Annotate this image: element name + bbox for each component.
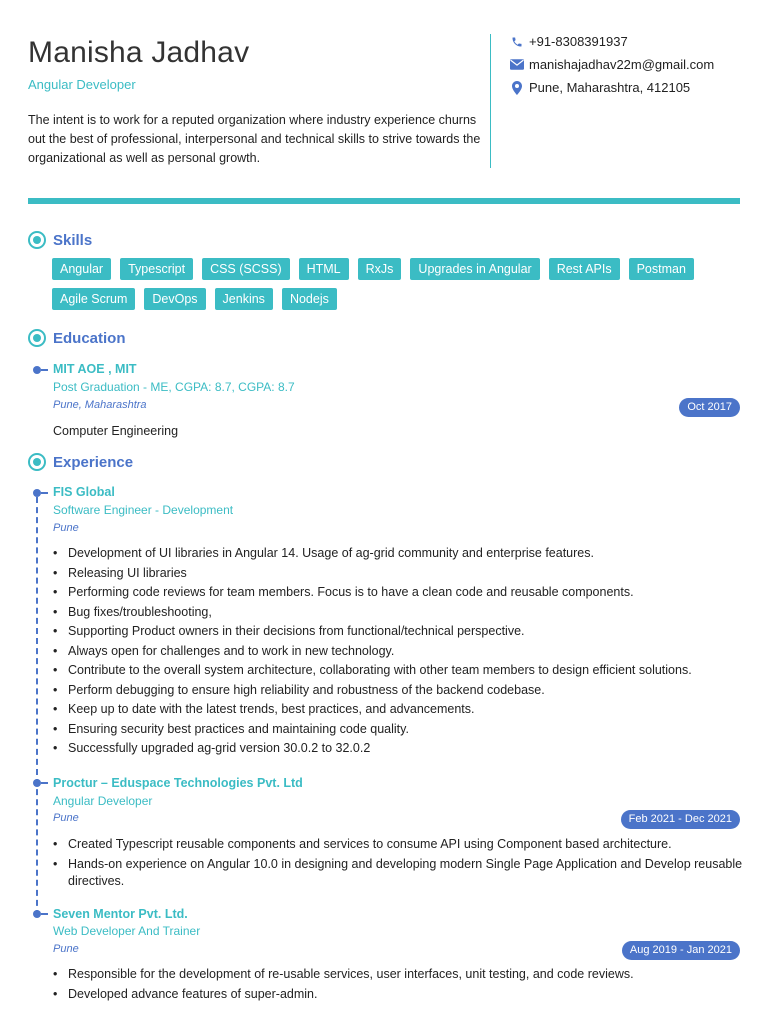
job-bullet: • Perform debugging to ensure high reliability and robustness of the backend codebase.	[53, 681, 743, 701]
timeline-dash	[41, 782, 48, 784]
email-text: manishajadhav22m@gmail.com	[529, 57, 715, 72]
job-bullet: • Releasing UI libraries	[53, 564, 743, 584]
skills-list	[52, 258, 742, 318]
job-bullet-list	[53, 835, 743, 891]
job-company: Seven Mentor Pvt. Ltd.	[53, 907, 188, 921]
experience-section-header	[28, 453, 133, 471]
job-bullet: • Ensuring security best practices and maintaining code quality.	[53, 720, 743, 740]
education-degree: Post Graduation - ME, CGPA: 8.7, CGPA: 8.7	[53, 380, 295, 394]
education-date-badge: Oct 2017	[679, 398, 740, 417]
section-bullet-icon	[28, 453, 46, 471]
timeline-dot	[33, 489, 41, 497]
section-bullet-icon	[28, 329, 46, 347]
contact-location	[510, 80, 690, 95]
skill-tag: Typescript	[120, 258, 193, 280]
education-field: Computer Engineering	[53, 424, 179, 438]
email-icon	[510, 58, 524, 72]
job-date-badge: Feb 2021 - Dec 2021	[621, 810, 740, 829]
job-title: Software Engineer - Development	[53, 503, 234, 517]
job-bullet: • Hands-on experience on Angular 10.0 in designing and developing modern Single Page Application and Develop reusable directives.	[53, 856, 743, 891]
job-bullet: • Created Typescript reusable components and services to consume API using Component based architecture.	[53, 835, 743, 855]
skill-tag: Jenkins	[215, 288, 273, 310]
skill-tag: HTML	[299, 258, 349, 280]
job-bullet-list	[53, 544, 743, 759]
contact-email[interactable]	[510, 57, 714, 72]
contact-phone[interactable]	[510, 34, 628, 49]
timeline-dot	[33, 910, 41, 918]
job-bullet: • Contribute to the overall system architecture, collaborating with other team members to design efficient solutions.	[53, 661, 743, 681]
job-bullet: • Responsible for the development of re-usable services, user interfaces, unit testing, and code reviews.	[53, 965, 743, 985]
skill-tag: Agile Scrum	[52, 288, 135, 310]
skill-tag: CSS (SCSS)	[202, 258, 290, 280]
job-title: Web Developer And Trainer	[53, 924, 201, 938]
skills-section-header	[28, 231, 92, 249]
skill-tag: Postman	[629, 258, 694, 280]
job-title: Angular Developer	[53, 794, 153, 808]
skill-tag: RxJs	[358, 258, 402, 280]
header-rule	[28, 198, 740, 204]
job-date-badge: Aug 2019 - Jan 2021	[622, 941, 740, 960]
job-company: FIS Global	[53, 485, 115, 499]
job-location: Pune	[53, 943, 79, 955]
skill-tag: Rest APIs	[549, 258, 620, 280]
timeline-dash	[41, 492, 48, 494]
job-bullet-list	[53, 965, 743, 1004]
job-bullet: • Development of UI libraries in Angular 14. Usage of ag-grid community and enterprise features.	[53, 544, 743, 564]
timeline-dash	[41, 369, 48, 371]
skill-tag: Angular	[52, 258, 111, 280]
timeline-dot	[33, 779, 41, 787]
experience-timeline-line	[36, 497, 38, 916]
timeline-dash	[41, 913, 48, 915]
location-pin-icon	[510, 81, 524, 95]
skill-tag: DevOps	[144, 288, 205, 310]
header-divider	[490, 34, 491, 168]
profile-summary: The intent is to work for a reputed organization where industry experience churns out the best of professional, interpersonal and technical skills to strive towards the organizational as well as personal growth.	[28, 113, 481, 165]
job-location: Pune	[53, 522, 79, 534]
phone-icon	[510, 35, 524, 49]
education-section-header	[28, 329, 126, 347]
job-bullet: • Always open for challenges and to work in new technology.	[53, 642, 743, 662]
phone-text: +91-8308391937	[529, 34, 628, 49]
skill-tag: Nodejs	[282, 288, 337, 310]
job-bullet: • Successfully upgraded ag-grid version 30.0.2 to 32.0.2	[53, 739, 743, 759]
job-bullet: • Performing code reviews for team members. Focus is to have a clean code and reusable components.	[53, 583, 743, 603]
job-location: Pune	[53, 812, 79, 824]
candidate-name: Manisha Jadhav	[28, 36, 250, 69]
job-bullet: • Supporting Product owners in their decisions from functional/technical perspective.	[53, 622, 743, 642]
timeline-dot	[33, 366, 41, 374]
education-location: Pune, Maharashtra	[53, 399, 147, 411]
job-bullet: • Developed advance features of super-admin.	[53, 985, 743, 1005]
section-bullet-icon	[28, 231, 46, 249]
candidate-role: Angular Developer	[28, 77, 136, 92]
job-bullet: • Bug fixes/troubleshooting,	[53, 603, 743, 623]
experience-title: Experience	[53, 453, 134, 471]
education-title: Education	[53, 329, 126, 347]
skill-tag: Upgrades in Angular	[410, 258, 539, 280]
location-text: Pune, Maharashtra, 412105	[529, 80, 691, 95]
job-bullet: • Keep up to date with the latest trends, best practices, and advancements.	[53, 700, 743, 720]
education-institution: MIT AOE , MIT	[53, 362, 137, 376]
job-company: Proctur – Eduspace Technologies Pvt. Ltd	[53, 776, 303, 790]
skills-title: Skills	[53, 231, 93, 249]
